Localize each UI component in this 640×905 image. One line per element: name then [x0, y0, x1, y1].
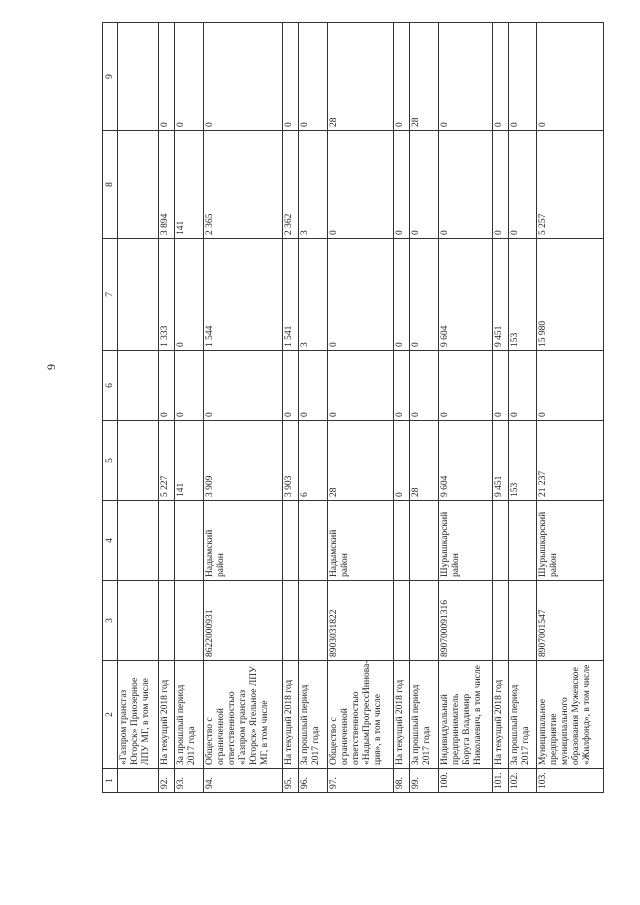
column-header: 1: [103, 769, 118, 793]
table-row: [537, 23, 604, 793]
table-cell: 0: [394, 351, 410, 421]
table-cell: [299, 581, 328, 661]
table-cell: 2 362: [283, 131, 299, 239]
column-header: 4: [103, 501, 118, 581]
table-cell: 28: [410, 23, 439, 131]
table-cell: 890700091316: [438, 581, 492, 661]
table-cell: 0: [299, 351, 328, 421]
page-number: 9: [44, 364, 58, 370]
table-cell: 97.: [327, 769, 393, 793]
table-cell: 0: [283, 23, 299, 131]
table-cell: [118, 501, 159, 581]
table-cell: 28: [327, 421, 393, 501]
table-cell: 0: [508, 351, 537, 421]
table-cell: [118, 581, 159, 661]
table-cell: Общество с ограниченной ответственностью «Газпром трансгаз Югорск» Ягельное ЛПУ МГ, в том числе: [203, 661, 282, 769]
table-row: [118, 23, 159, 793]
table-cell: 0: [175, 239, 204, 351]
table-cell: На текущий 2018 год: [283, 661, 299, 769]
table-cell: 3: [299, 239, 328, 351]
table-cell: [283, 581, 299, 661]
table-cell: 3: [299, 131, 328, 239]
table-row: [299, 23, 328, 793]
column-header: 6: [103, 351, 118, 421]
table-cell: [283, 501, 299, 581]
data-table: [102, 22, 604, 793]
table-cell: 0: [283, 351, 299, 421]
table-row: [410, 23, 439, 793]
table-cell: За прошлый период 2017 года: [299, 661, 328, 769]
table-cell: 100.: [438, 769, 492, 793]
table-cell: [118, 421, 159, 501]
table-cell: 3 894: [159, 131, 175, 239]
table-row: [438, 23, 492, 793]
table-cell: 21 237: [537, 421, 604, 501]
table-cell: 94.: [203, 769, 282, 793]
column-header: 5: [103, 421, 118, 501]
table-cell: 1 541: [283, 239, 299, 351]
table-cell: [175, 501, 204, 581]
table-cell: [492, 501, 508, 581]
table-cell: 8903031822: [327, 581, 393, 661]
table-cell: 92.: [159, 769, 175, 793]
table-cell: 141: [175, 131, 204, 239]
rotated-table-container: [102, 23, 604, 793]
table-cell: Надымский район: [203, 501, 282, 581]
column-header: 8: [103, 131, 118, 239]
table-cell: 0: [394, 131, 410, 239]
table-cell: Шурышкарский район: [537, 501, 604, 581]
table-row: [175, 23, 204, 793]
table-cell: За прошлый период 2017 года: [410, 661, 439, 769]
table-cell: [118, 351, 159, 421]
table-cell: 141: [175, 421, 204, 501]
table-cell: 3 903: [283, 421, 299, 501]
table-row: [159, 23, 175, 793]
table-cell: 0: [327, 239, 393, 351]
table-cell: 0: [492, 351, 508, 421]
table-cell: 0: [327, 351, 393, 421]
table-cell: 0: [410, 131, 439, 239]
table-row: [327, 23, 393, 793]
column-header: 2: [103, 661, 118, 769]
table-cell: На текущий 2018 год: [492, 661, 508, 769]
table-cell: «Газпром трансгаз Югорск» Приозерное ЛПУ МГ, в том числе: [118, 661, 159, 769]
table-cell: 15 980: [537, 239, 604, 351]
table-cell: 0: [203, 351, 282, 421]
table-cell: 0: [394, 239, 410, 351]
table-cell: [299, 501, 328, 581]
table-cell: 3 909: [203, 421, 282, 501]
table-row: [492, 23, 508, 793]
table-cell: За прошлый период 2017 года: [175, 661, 204, 769]
table-cell: 0: [299, 23, 328, 131]
table-cell: 99.: [410, 769, 439, 793]
table-cell: [410, 581, 439, 661]
table-cell: 98.: [394, 769, 410, 793]
table-cell: 0: [537, 23, 604, 131]
table-cell: 0: [410, 239, 439, 351]
table-cell: 153: [508, 239, 537, 351]
table-cell: [159, 581, 175, 661]
table-cell: 0: [175, 351, 204, 421]
table-cell: 6: [299, 421, 328, 501]
table-cell: 0: [508, 131, 537, 239]
table-cell: Индивидуальный предприниматель Боруга Владимир Николаевич, в том числе: [438, 661, 492, 769]
table-cell: 101.: [492, 769, 508, 793]
table-cell: 9 451: [492, 421, 508, 501]
table-cell: 8622000931: [203, 581, 282, 661]
column-header: 9: [103, 23, 118, 131]
table-row: [394, 23, 410, 793]
table-cell: 0: [410, 351, 439, 421]
table-cell: [508, 581, 537, 661]
table-cell: За прошлый период 2017 года: [508, 661, 537, 769]
table-cell: 96.: [299, 769, 328, 793]
table-header-row: [103, 23, 118, 793]
table-cell: 2 365: [203, 131, 282, 239]
table-cell: Шурышкарский район: [438, 501, 492, 581]
table-cell: 0: [438, 351, 492, 421]
table-row: [283, 23, 299, 793]
table-cell: 103.: [537, 769, 604, 793]
table-cell: 0: [508, 23, 537, 131]
table-cell: 0: [159, 351, 175, 421]
table-cell: 153: [508, 421, 537, 501]
table-cell: [410, 501, 439, 581]
table-cell: [118, 239, 159, 351]
table-cell: 1 544: [203, 239, 282, 351]
table-cell: [118, 131, 159, 239]
table-cell: Муниципальное предприятие муниципального образования Мужевское «Жилфонд», в том числе: [537, 661, 604, 769]
table-cell: 0: [327, 131, 393, 239]
table-row: [203, 23, 282, 793]
table-cell: 102.: [508, 769, 537, 793]
table-cell: 95.: [283, 769, 299, 793]
table-cell: 0: [394, 23, 410, 131]
table-cell: 0: [159, 23, 175, 131]
table-cell: Общество с ограниченной ответственностью «НадымПрогрессИннова-ция», в том числе: [327, 661, 393, 769]
table-cell: [394, 581, 410, 661]
table-cell: 0: [492, 23, 508, 131]
table-cell: [492, 581, 508, 661]
table-cell: На текущий 2018 год: [159, 661, 175, 769]
table-cell: [118, 769, 159, 793]
table-cell: На текущий 2018 год: [394, 661, 410, 769]
table-cell: 5 227: [159, 421, 175, 501]
table-row: [508, 23, 537, 793]
table-cell: [159, 501, 175, 581]
table-cell: 0: [492, 131, 508, 239]
table-cell: [175, 581, 204, 661]
table-cell: 9 604: [438, 421, 492, 501]
table-cell: 28: [327, 23, 393, 131]
table-cell: 0: [203, 23, 282, 131]
table-cell: 8907001547: [537, 581, 604, 661]
table-cell: [394, 501, 410, 581]
table-cell: 9 604: [438, 239, 492, 351]
column-header: 7: [103, 239, 118, 351]
table-cell: 0: [438, 23, 492, 131]
table-cell: 28: [410, 421, 439, 501]
table-cell: 0: [537, 351, 604, 421]
table-cell: 0: [438, 131, 492, 239]
table-cell: 1 333: [159, 239, 175, 351]
table-cell: 9 451: [492, 239, 508, 351]
table-cell: [508, 501, 537, 581]
table-cell: 5 257: [537, 131, 604, 239]
column-header: 3: [103, 581, 118, 661]
table-cell: [118, 23, 159, 131]
table-cell: 0: [175, 23, 204, 131]
table-cell: Надымский район: [327, 501, 393, 581]
table-cell: 93.: [175, 769, 204, 793]
table-cell: 0: [394, 421, 410, 501]
